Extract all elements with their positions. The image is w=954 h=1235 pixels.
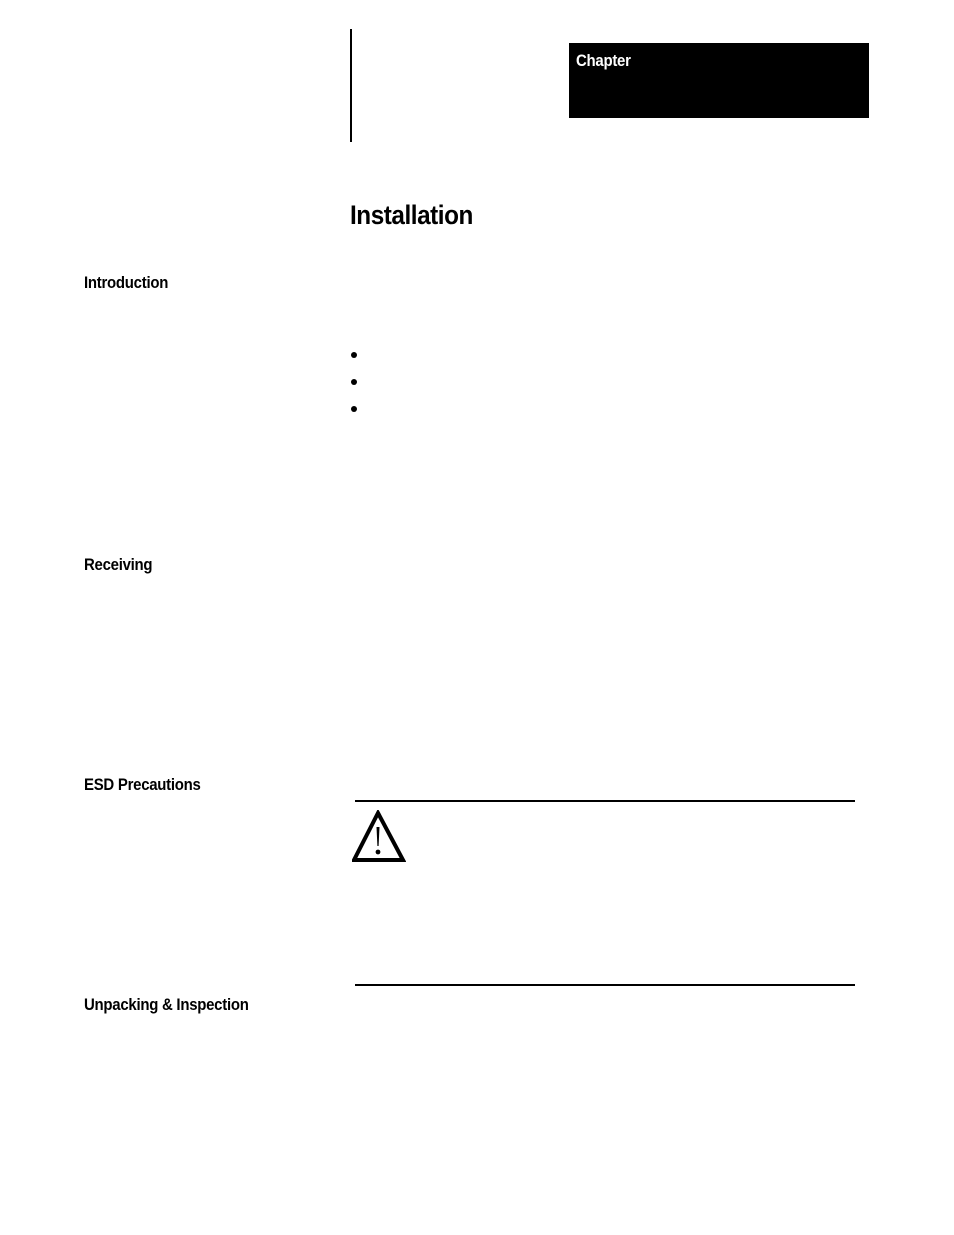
warning-triangle-icon: [352, 810, 406, 864]
section-heading-introduction: Introduction: [84, 273, 169, 292]
chapter-label: Chapter: [576, 51, 631, 70]
warning-bottom-rule: [355, 984, 855, 986]
bullet-point: [351, 406, 357, 412]
bullet-point: [351, 379, 357, 385]
header-vertical-rule: [350, 29, 352, 142]
section-heading-receiving: Receiving: [84, 555, 153, 574]
section-heading-esd-precautions: ESD Precautions: [84, 775, 201, 794]
chapter-box: [569, 43, 869, 118]
section-heading-unpacking-inspection: Unpacking & Inspection: [84, 995, 249, 1014]
bullet-point: [351, 352, 357, 358]
warning-top-rule: [355, 800, 855, 802]
page-title: Installation: [350, 200, 473, 230]
